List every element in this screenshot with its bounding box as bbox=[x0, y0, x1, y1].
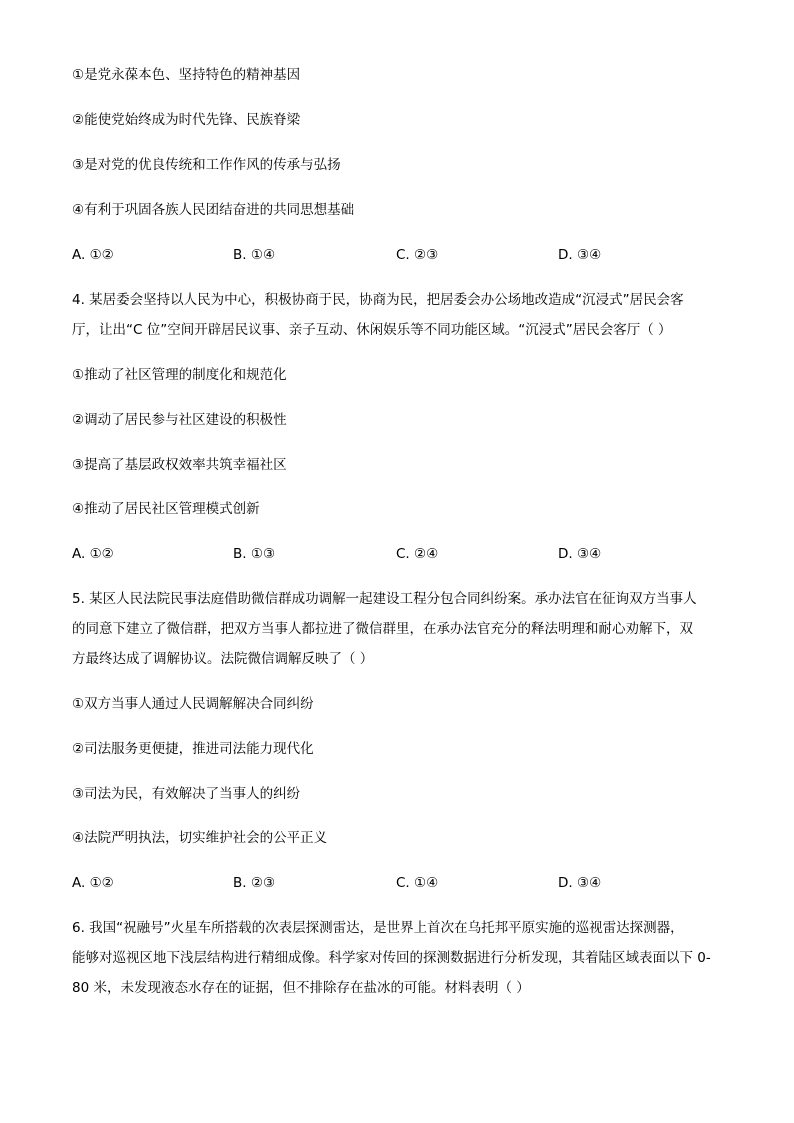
q4-option-b: B. ①③ bbox=[233, 546, 276, 562]
q5-stem-line-1: 5. 某区人民法院民事法庭借助微信群成功调解一起建设工程分包合同纠纷案。承办法官在征询双方当事人 bbox=[72, 591, 697, 607]
q3-option-a: A. ①② bbox=[72, 247, 114, 263]
q5-option-d: D. ③④ bbox=[558, 875, 602, 891]
q3-option-d: D. ③④ bbox=[558, 247, 602, 263]
q5-item-4: ④法院严明执法，切实维护社会的公平正义 bbox=[72, 830, 328, 846]
q6-stem-line-2: 能够对巡视区地下浅层结构进行精细成像。科学家对传回的探测数据进行分析发现，其着陆区域表面以下 0- bbox=[72, 950, 711, 966]
q4-item-2: ②调动了居民参与社区建设的积极性 bbox=[72, 412, 287, 428]
q3-option-b: B. ①④ bbox=[233, 247, 276, 263]
q5-item-1: ①双方当事人通过人民调解解决合同纠纷 bbox=[72, 696, 314, 712]
q5-option-a: A. ①② bbox=[72, 875, 114, 891]
q6-stem-line-1: 6. 我国“祝融号”火星车所搭载的次表层探测雷达，是世界上首次在乌托邦平原实施的巡视雷达探测器， bbox=[72, 920, 684, 936]
q4-stem-line-1: 4. 某居委会坚持以人民为中心，积极协商于民，协商为民，把居委会办公场地改造成“沉浸式”居民会客 bbox=[72, 292, 684, 308]
q3-item-3: ③是对党的优良传统和工作作风的传承与弘扬 bbox=[72, 157, 341, 173]
q5-option-b: B. ②③ bbox=[233, 875, 276, 891]
q5-item-2: ②司法服务更便捷，推进司法能力现代化 bbox=[72, 741, 314, 757]
q3-option-c: C. ②③ bbox=[396, 247, 439, 263]
q5-stem-line-2: 的同意下建立了微信群，把双方当事人都拉进了微信群里，在承办法官充分的释法明理和耐心劝解下，双 bbox=[72, 621, 693, 637]
q4-item-4: ④推动了居民社区管理模式创新 bbox=[72, 501, 260, 517]
q3-item-1: ①是党永葆本色、坚持特色的精神基因 bbox=[72, 67, 301, 83]
q5-stem-line-3: 方最终达成了调解协议。法院微信调解反映了（ ） bbox=[72, 651, 374, 667]
q4-item-3: ③提高了基层政权效率共筑幸福社区 bbox=[72, 457, 287, 473]
q4-option-c: C. ②④ bbox=[396, 546, 439, 562]
q3-item-4: ④有利于巩固各族人民团结奋进的共同思想基础 bbox=[72, 202, 355, 218]
q4-option-a: A. ①② bbox=[72, 546, 114, 562]
q4-option-d: D. ③④ bbox=[558, 546, 602, 562]
q5-item-3: ③司法为民，有效解决了当事人的纠纷 bbox=[72, 786, 301, 802]
q4-item-1: ①推动了社区管理的制度化和规范化 bbox=[72, 367, 287, 383]
q5-option-c: C. ①④ bbox=[396, 875, 439, 891]
q6-stem-line-3: 80 米，未发现液态水存在的证据，但不排除存在盐冰的可能。材料表明（ ） bbox=[72, 980, 530, 996]
q4-stem-line-2: 厅，让出“C 位”空间开辟居民议事、亲子互动、休闲娱乐等不同功能区域。“沉浸式”居民会客厅（ ） bbox=[72, 322, 672, 338]
q3-item-2: ②能使党始终成为时代先锋、民族脊梁 bbox=[72, 112, 301, 128]
